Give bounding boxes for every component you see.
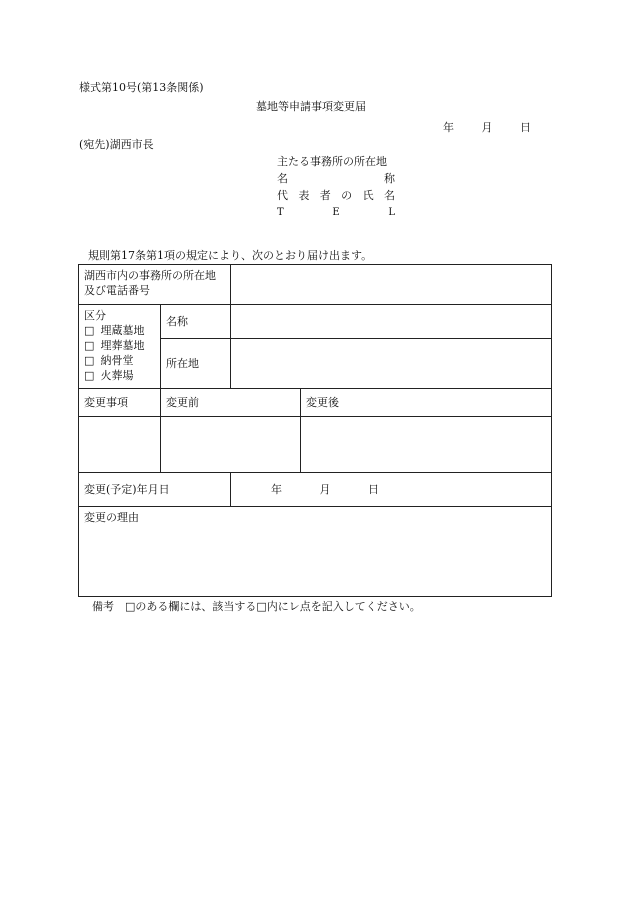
office-location-phone-field[interactable] <box>231 265 552 305</box>
change-date-label: 変更(予定)年月日 <box>79 473 231 507</box>
submission-date <box>443 119 531 135</box>
reason-field[interactable] <box>79 507 552 597</box>
representative-label: 代 表 者 の 氏 名 <box>277 189 395 202</box>
change-item-field[interactable] <box>79 417 161 473</box>
category-option[interactable]: □ 埋葬墓地 <box>84 339 145 352</box>
after-header: 変更後 <box>301 389 552 417</box>
form-table <box>78 264 552 597</box>
before-header: 変更前 <box>161 389 301 417</box>
addressee: (宛先)湖西市長 <box>79 138 154 151</box>
checkbox-icon[interactable]: □ <box>84 324 95 337</box>
category-option[interactable]: □ 埋蔵墓地 <box>84 324 145 337</box>
name-label: 名 称 <box>277 172 395 185</box>
date-year: 年 <box>443 121 454 134</box>
category-option[interactable]: □ 納骨堂 <box>84 354 134 367</box>
facility-location-label: 所在地 <box>161 339 231 389</box>
after-field[interactable] <box>301 417 552 473</box>
change-date-day: 日 <box>368 483 379 496</box>
date-day: 日 <box>520 121 531 134</box>
date-month: 月 <box>481 121 493 134</box>
category-cell <box>79 305 161 389</box>
facility-location-field[interactable] <box>231 339 552 389</box>
checkbox-icon[interactable]: □ <box>84 339 95 352</box>
footnote: 備考 □のある欄には、該当する□内にレ点を記入してください。 <box>92 600 421 613</box>
change-item-header: 変更事項 <box>79 389 161 417</box>
category-label: 区分 <box>84 309 106 322</box>
change-date-month: 月 <box>319 483 331 496</box>
facility-name-field[interactable] <box>231 305 552 339</box>
change-date-year: 年 <box>271 483 282 496</box>
office-location-label: 主たる事務所の所在地 <box>277 155 387 168</box>
form-number: 様式第10号(第13条関係) <box>79 81 204 94</box>
applicant-fields <box>277 153 395 221</box>
change-date-field[interactable] <box>231 473 552 507</box>
tel-label: T E L <box>277 207 395 218</box>
intro-text: 規則第17条第1項の規定により、次のとおり届け出ます。 <box>88 249 373 262</box>
reason-label: 変更の理由 <box>84 511 139 524</box>
facility-name-label: 名称 <box>161 305 231 339</box>
category-option[interactable]: □ 火葬場 <box>84 369 134 382</box>
before-field[interactable] <box>161 417 301 473</box>
checkbox-icon[interactable]: □ <box>84 369 95 382</box>
form-title: 墓地等申請事項変更届 <box>256 100 366 113</box>
office-location-phone-label: 湖西市内の事務所の所在地 及び電話番号 <box>79 265 231 305</box>
checkbox-icon[interactable]: □ <box>84 354 95 367</box>
